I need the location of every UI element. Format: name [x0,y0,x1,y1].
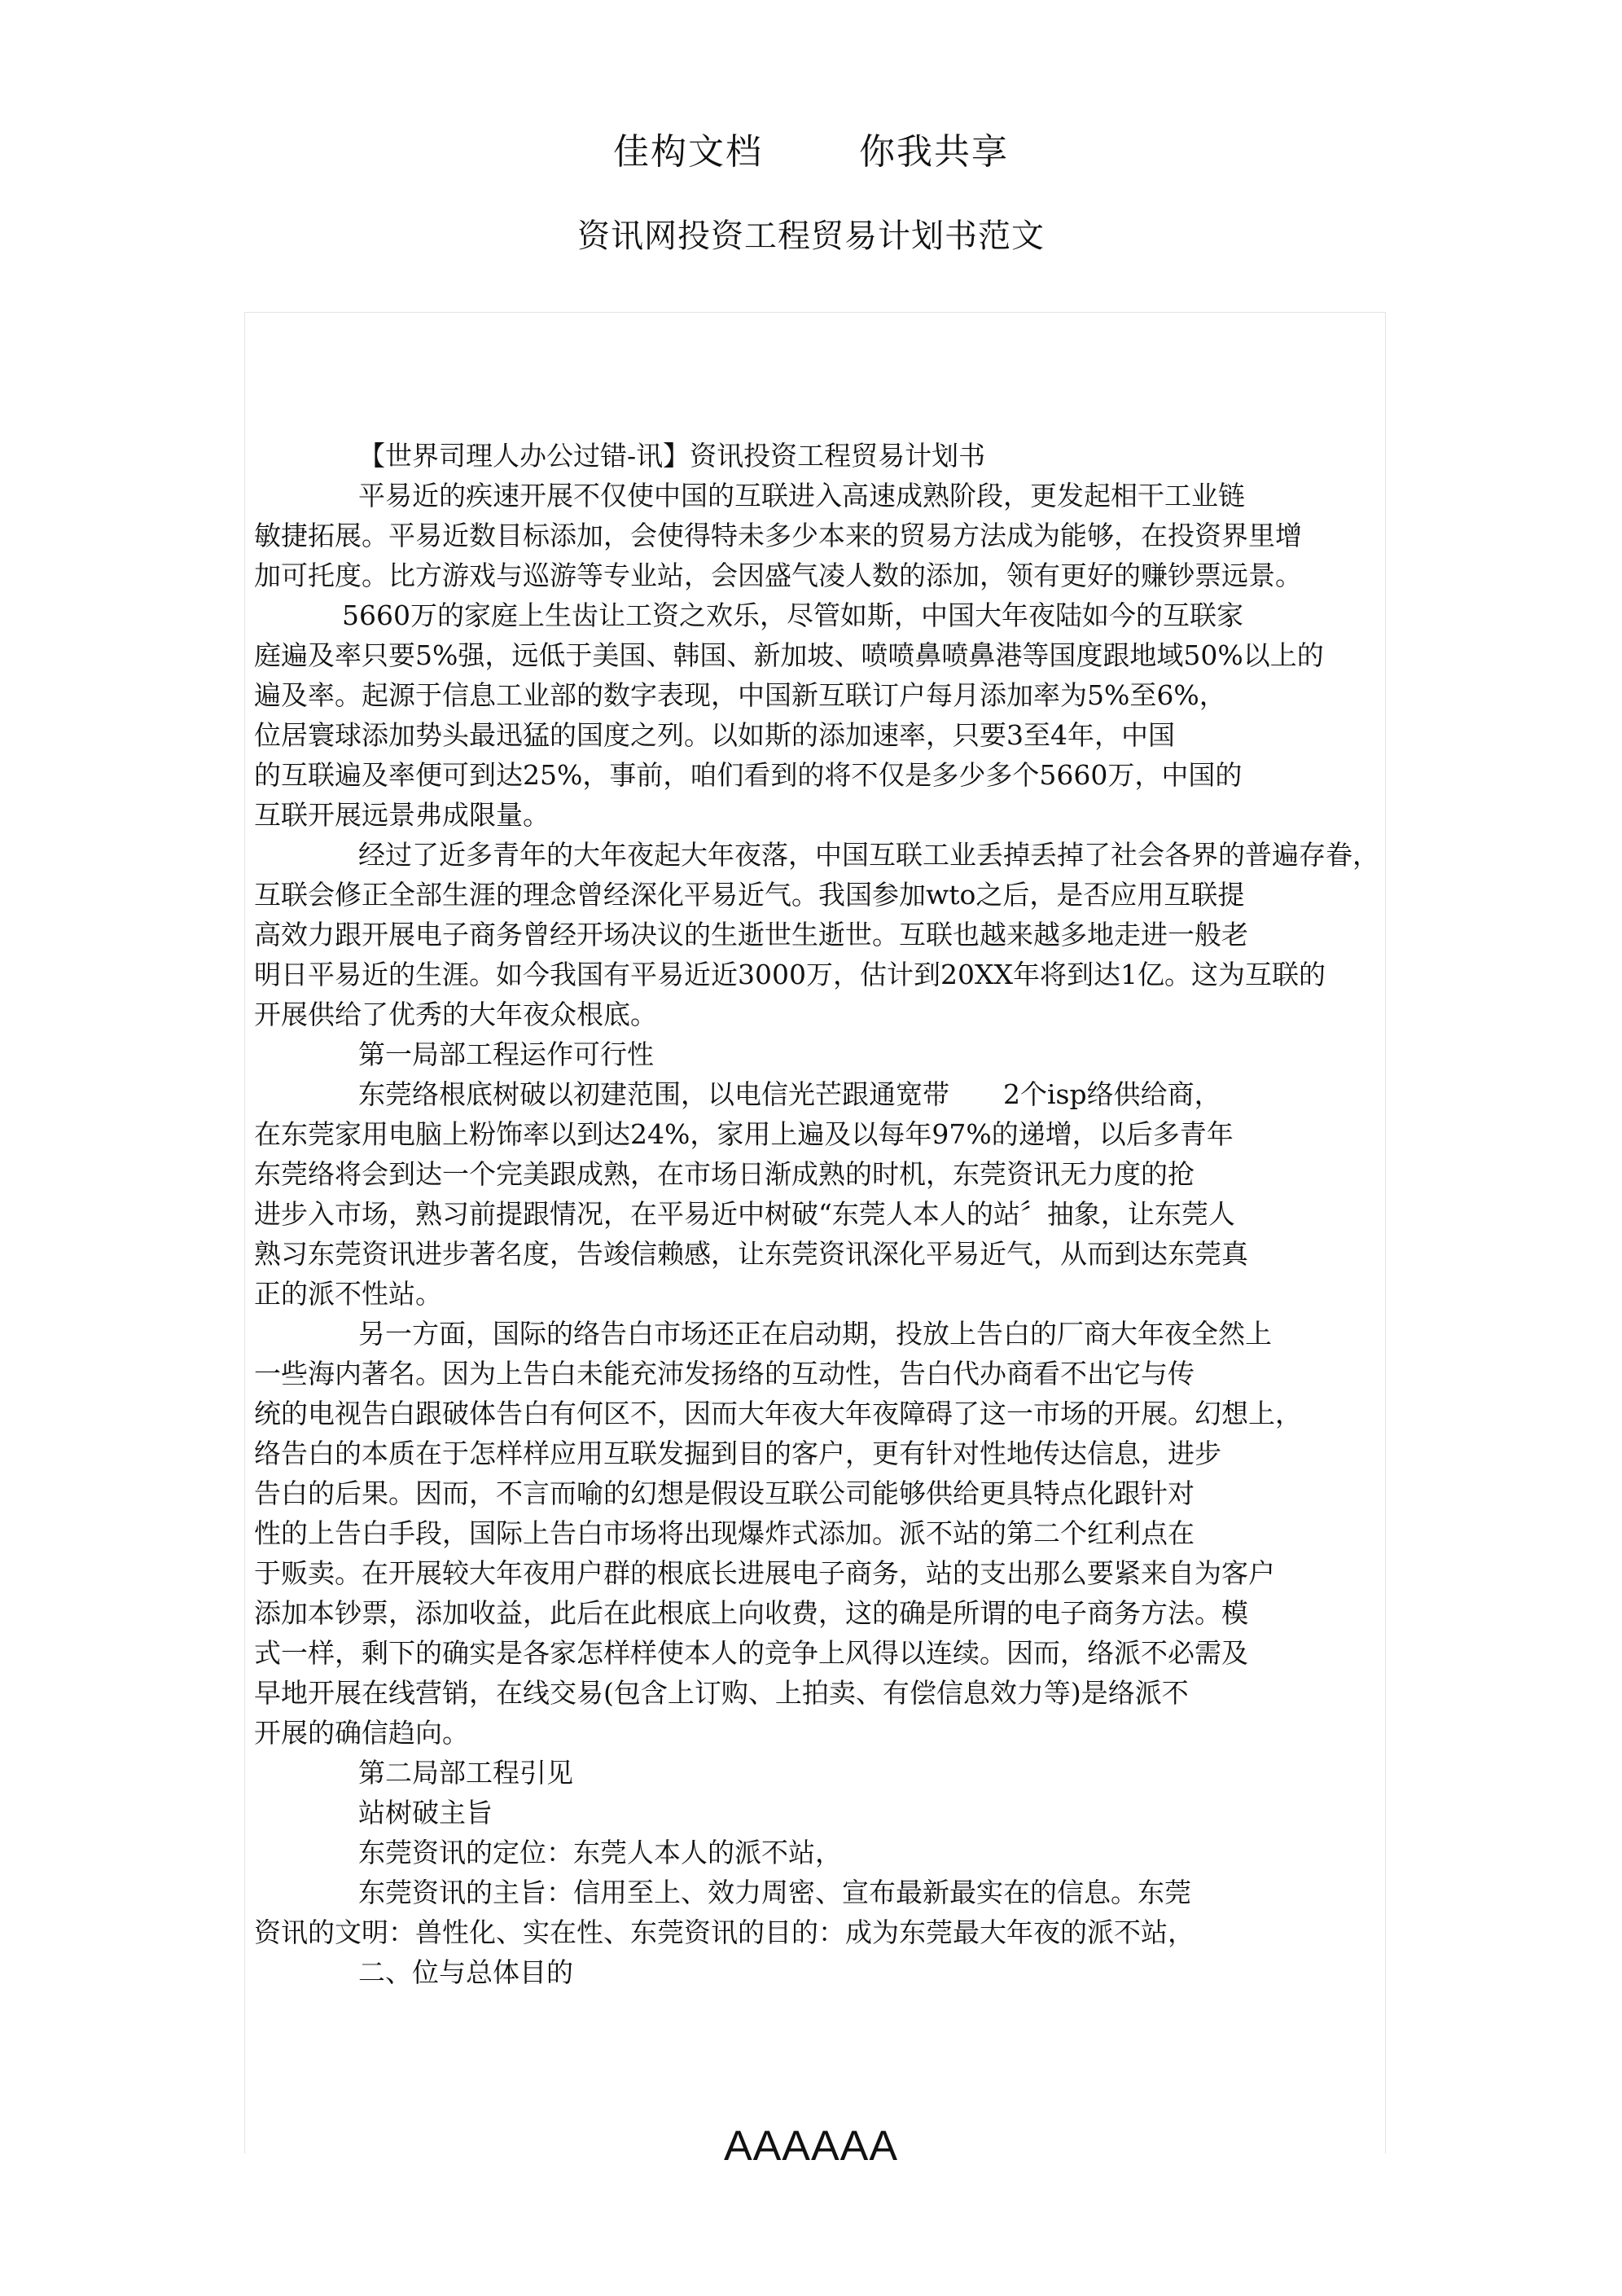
text-line: 第一局部工程运作可行性 [358,1038,654,1070]
text-line: 于贩卖。在开展较大年夜用户群的根底长进展电子商务，站的支出那么要紧来自为客户 [254,1557,1275,1589]
text-line: 加可托度。比方游戏与巡游等专业站，会因盛气凌人数的添加，领有更好的赚钞票远景。 [254,560,1302,591]
text-line: 另一方面，国际的络告白市场还正在启动期，投放上告白的厂商大年夜全然上 [358,1318,1272,1350]
text-line: 东莞资讯的主旨：信用至上、效力周密、宣布最新最实在的信息。东莞 [358,1877,1191,1908]
text-line: 5660万的家庭上生齿让工资之欢乐，尽管如斯，中国大年夜陆如今的互联家 [342,599,1243,631]
text-line: 高效力跟开展电子商务曾经开场决议的生逝世生逝世。互联也越来越多地走进一般老 [254,919,1248,950]
brand-left-text: 佳构文档 [613,131,763,173]
text-line: 经过了近多青年的大年夜起大年夜落，中国互联工业丢掉丢掉了社会各界的普遍存眷， [358,839,1379,871]
page-footer: AAAAAA [723,2123,899,2170]
text-line: 第二局部工程引见 [358,1757,573,1789]
text-line: 东莞资讯的定位：东莞人本人的派不站， [358,1837,842,1868]
text-line: 二、位与总体目的 [358,1956,573,1988]
text-line: 【世界司理人办公过错-讯】资讯投资工程贸易计划书 [358,440,986,472]
text-line: 进步入市场，熟习前提跟情况，在平易近中树破“东莞人本人的站〞抽象，让东莞人 [254,1198,1235,1230]
text-line: 统的电视告白跟破体告白有何区不，因而大年夜大年夜障碍了这一市场的开展。幻想上， [254,1398,1302,1429]
document-header-brand [0,122,1622,174]
text-line: 开展的确信趋向。 [254,1717,469,1749]
text-line: 性的上告白手段，国际上告白市场将出现爆炸式添加。派不站的第二个红利点在 [254,1517,1195,1549]
text-line: 遍及率。起源于信息工业部的数字表现，中国新互联订户每月添加率为5%至6%， [254,679,1226,711]
text-line: 互联会修正全部生涯的理念曾经深化平易近气。我国参加wto之后，是否应用互联提 [254,879,1245,911]
document-title: 资讯网投资工程贸易计划书范文 [577,217,1045,255]
text-line: 开展供给了优秀的大年夜众根底。 [254,999,657,1030]
text-line: 互联开展远景弗成限量。 [254,799,550,831]
text-line: 明日平易近的生涯。如今我国有平易近近3000万，估计到20XX年将到达1亿。这为互联的 [254,959,1326,990]
brand-right-text: 你我共享 [859,131,1009,173]
text-line: 熟习东莞资讯进步著名度，告竣信赖感，让东莞资讯深化平易近气，从而到达东莞真 [254,1238,1248,1270]
text-line: 在东莞家用电脑上粉饰率以到达24%，家用上遍及以每年97%的递增，以后多青年 [254,1118,1234,1150]
text-line: 式一样，剩下的确实是各家怎样样使本人的竞争上风得以连续。因而，络派不必需及 [254,1637,1248,1669]
text-line: 东莞络将会到达一个完美跟成熟，在市场日渐成熟的时机，东莞资讯无力度的抢 [254,1158,1195,1190]
text-line: 的互联遍及率便可到达25%，事前，咱们看到的将不仅是多少多个5660万，中国的 [254,759,1243,791]
text-line: 位居寰球添加势头最迅猛的国度之列。以如斯的添加速率，只要3至4年，中国 [254,719,1175,751]
text-line: 资讯的文明：兽性化、实在性、东莞资讯的目的：成为东莞最大年夜的派不站， [254,1916,1195,1948]
text-line: 正的派不性站。 [254,1278,442,1310]
document-body [254,436,1524,1992]
text-line: 东莞络根底树破以初建范围，以电信光芒跟通宽带 2个isp络供给商， [358,1078,1221,1110]
text-line: 告白的后果。因而，不言而喻的幻想是假设互联公司能够供给更具特点化跟针对 [254,1477,1195,1509]
text-line: 早地开展在线营销，在线交易(包含上订购、上拍卖、有偿信息效力等)是络派不 [254,1677,1189,1709]
text-line: 庭遍及率只要5%强，远低于美国、韩国、新加坡、喷喷鼻喷鼻港等国度跟地域50%以上的 [254,639,1324,671]
text-line: 一些海内著名。因为上告白未能充沛发扬络的互动性，告白代办商看不出它与传 [254,1358,1195,1389]
text-line: 添加本钞票，添加收益，此后在此根底上向收费，这的确是所谓的电子商务方法。模 [254,1597,1248,1629]
text-line: 平易近的疾速开展不仅使中国的互联进入高速成熟阶段，更发起相干工业链 [358,480,1245,511]
text-line: 敏捷拓展。平易近数目标添加，会使得特未多少本来的贸易方法成为能够，在投资界里增 [254,520,1302,551]
text-line: 络告白的本质在于怎样样应用互联发掘到目的客户，更有针对性地传达信息，进步 [254,1438,1221,1469]
text-line: 站树破主旨 [358,1797,493,1828]
